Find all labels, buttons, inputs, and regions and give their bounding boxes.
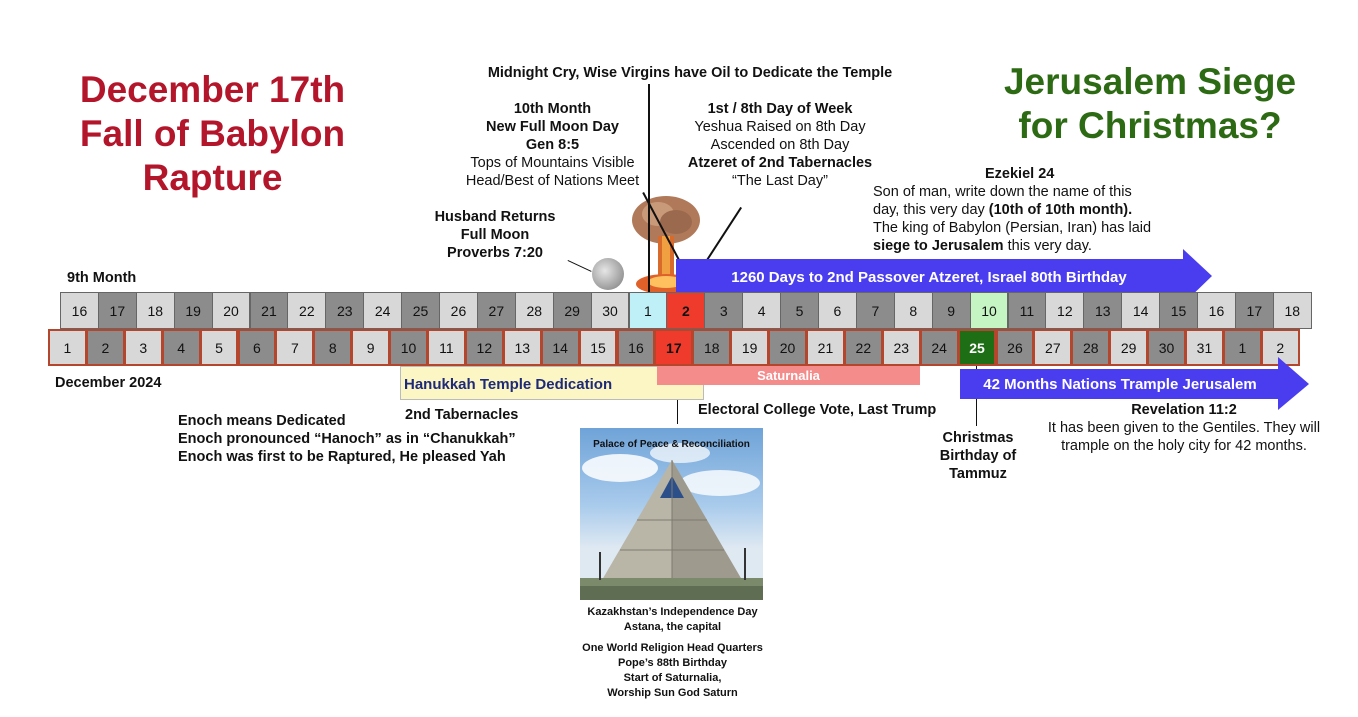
ezekiel-line-2 [873, 201, 1193, 219]
ezekiel-line-3: The king of Babylon (Persian, Iran) has laid [873, 220, 1152, 236]
right-title-line-1: Jerusalem Siege [1003, 61, 1297, 102]
december-day-cell: 27 [1033, 329, 1072, 366]
palace-photo [580, 428, 763, 600]
hebrew-day-cell: 13 [1083, 292, 1122, 329]
tenth-month-line-2: New Full Moon Day [486, 119, 619, 135]
christmas-note [928, 429, 1028, 483]
hebrew-day-cell: 18 [1273, 292, 1312, 329]
hebrew-day-cell: 3 [704, 292, 743, 329]
hanukkah-label: Hanukkah Temple Dedication [404, 376, 613, 393]
right-title-line-2: for Christmas? [1018, 105, 1282, 146]
hebrew-day-cell: 11 [1008, 292, 1047, 329]
december-day-cell: 22 [844, 329, 883, 366]
palace-caption-line-1: Kazakhstan’s Independence Day [587, 606, 758, 618]
hebrew-day-cell: 18 [136, 292, 175, 329]
revelation-line-1: It has been given to the Gentiles. They will [1047, 420, 1321, 436]
tenth-month-line-1: 10th Month [513, 101, 592, 117]
hebrew-day-cell: 15 [1159, 292, 1198, 329]
enoch-line-3: Enoch was first to be Raptured, He pleased Yah [178, 449, 506, 465]
december-day-cell: 3 [124, 329, 163, 366]
enoch-line-2: Enoch pronounced “Hanoch” as in “Chanukkah” [178, 431, 516, 447]
right-title [960, 60, 1340, 148]
tenth-month-line-5: Head/Best of Nations Meet [465, 173, 640, 189]
december-day-cell: 20 [768, 329, 807, 366]
husband-line-2: Full Moon [460, 227, 530, 243]
december-day-cell: 25 [958, 329, 997, 366]
hebrew-day-cell: 10 [970, 292, 1009, 329]
ezekiel-line-4b: this very day. [1003, 238, 1092, 254]
eighth-day-line-3: Ascended on 8th Day [710, 137, 850, 153]
hebrew-day-cell: 5 [780, 292, 819, 329]
ezekiel-line-1: Son of man, write down the name of this [873, 184, 1132, 200]
hebrew-day-cell: 28 [515, 292, 554, 329]
hebrew-day-cell: 14 [1121, 292, 1160, 329]
ezekiel-note [873, 165, 1193, 255]
december-day-cell: 2 [1261, 329, 1300, 366]
december-day-cell: 12 [465, 329, 504, 366]
husband-line-3: Proverbs 7:20 [447, 245, 543, 261]
hebrew-day-cell: 23 [325, 292, 364, 329]
december-day-cell: 1 [48, 329, 87, 366]
december-day-cell: 29 [1109, 329, 1148, 366]
december-day-cell: 5 [200, 329, 239, 366]
december-day-cell: 11 [427, 329, 466, 366]
days-1260-label: 1260 Days to 2nd Passover Atzeret, Israel 80th Birthday [731, 269, 1127, 286]
ezekiel-line-2a: day, this very day [873, 202, 989, 218]
december-day-cell: 17 [654, 329, 693, 366]
hebrew-day-cell: 17 [1235, 292, 1274, 329]
eighth-day-note [665, 100, 895, 190]
midnight-cry-note: Midnight Cry, Wise Virgins have Oil to Dedicate the Temple [487, 65, 893, 81]
eighth-day-line-2: Yeshua Raised on 8th Day [694, 119, 866, 135]
hebrew-day-cell: 8 [894, 292, 933, 329]
saturnalia-label: Saturnalia [757, 368, 820, 383]
eighth-day-line-5: “The Last Day” [732, 173, 828, 189]
palace-caption-line-4: Pope’s 88th Birthday [617, 657, 727, 669]
hebrew-day-cell: 25 [401, 292, 440, 329]
december-day-cell: 4 [162, 329, 201, 366]
december-day-cell: 26 [996, 329, 1035, 366]
enoch-line-1: Enoch means Dedicated [178, 413, 346, 429]
palace-caption-line-3: One World Religion Head Quarters [582, 642, 763, 654]
husband-line-1: Husband Returns [434, 209, 556, 225]
december-day-cell: 24 [920, 329, 959, 366]
hebrew-day-cell: 17 [98, 292, 137, 329]
tenth-month-note [440, 100, 665, 190]
revelation-title: Revelation 11:2 [1131, 402, 1237, 418]
hebrew-day-cell: 16 [1197, 292, 1236, 329]
hebrew-day-cell: 20 [212, 292, 251, 329]
left-title-line-3: Rapture [142, 157, 283, 198]
left-title-line-2: Fall of Babylon [79, 113, 346, 154]
december-day-cell: 19 [730, 329, 769, 366]
december-day-cell: 1 [1223, 329, 1262, 366]
hebrew-day-cell: 4 [742, 292, 781, 329]
hebrew-day-cell: 12 [1045, 292, 1084, 329]
electoral-college-note: Electoral College Vote, Last Trump [698, 402, 937, 418]
husband-returns-note [410, 208, 580, 262]
hebrew-day-cell: 22 [287, 292, 326, 329]
december-day-cell: 8 [313, 329, 352, 366]
hebrew-day-cell: 7 [856, 292, 895, 329]
hebrew-day-cell: 2 [666, 292, 705, 329]
hebrew-day-cell: 9 [932, 292, 971, 329]
hebrew-day-cell: 30 [591, 292, 630, 329]
tenth-month-line-4: Tops of Mountains Visible [470, 155, 635, 171]
december-day-cell: 10 [389, 329, 428, 366]
december-day-cell: 15 [579, 329, 618, 366]
hebrew-day-cell: 16 [60, 292, 99, 329]
december-day-cell: 2 [86, 329, 125, 366]
december-day-cell: 28 [1071, 329, 1110, 366]
december-day-cell: 31 [1185, 329, 1224, 366]
christmas-line-1: Christmas [942, 430, 1014, 446]
ninth-month-label: 9th Month [67, 270, 137, 286]
december-day-cell: 21 [806, 329, 845, 366]
palace-caption-line-5: Start of Saturnalia, [623, 672, 722, 684]
tenth-month-line-3: Gen 8:5 [525, 137, 580, 153]
revelation-note [1024, 401, 1344, 455]
palace-caption-line-6: Worship Sun God Saturn [607, 687, 738, 699]
pyramid-icon [580, 428, 763, 600]
hebrew-day-cell: 1 [629, 292, 668, 329]
eighth-day-line-1: 1st / 8th Day of Week [707, 101, 853, 117]
hebrew-day-cell: 19 [174, 292, 213, 329]
december-day-cell: 6 [238, 329, 277, 366]
christmas-line-3: Tammuz [949, 466, 1007, 482]
hebrew-day-cell: 21 [250, 292, 289, 329]
hebrew-day-cell: 29 [553, 292, 592, 329]
palace-caption-top: Palace of Peace & Reconciliation [593, 439, 750, 450]
december-day-cell: 30 [1147, 329, 1186, 366]
palace-caption [550, 605, 795, 701]
revelation-line-2: trample on the holy city for 42 months. [1061, 438, 1307, 454]
christmas-line-2: Birthday of [939, 448, 1017, 464]
months-42-label: 42 Months Nations Trample Jerusalem [983, 376, 1257, 393]
december-label: December 2024 [55, 375, 162, 391]
ezekiel-title: Ezekiel 24 [985, 166, 1055, 182]
hebrew-day-cell: 26 [439, 292, 478, 329]
december-day-cell: 14 [541, 329, 580, 366]
full-moon-icon [592, 258, 624, 290]
left-title [40, 68, 385, 200]
december-day-cell: 9 [351, 329, 390, 366]
eighth-day-line-4: Atzeret of 2nd Tabernacles [687, 155, 873, 171]
december-day-cell: 7 [275, 329, 314, 366]
hebrew-day-cell: 24 [363, 292, 402, 329]
left-title-line-1: December 17th [79, 69, 346, 110]
december-day-cell: 16 [617, 329, 656, 366]
december-day-cell: 23 [882, 329, 921, 366]
hebrew-day-cell: 27 [477, 292, 516, 329]
ezekiel-line-4a: siege to Jerusalem [873, 238, 1004, 254]
ezekiel-line-2b: (10th of 10th month). [988, 202, 1133, 218]
december-day-cell: 13 [503, 329, 542, 366]
second-tabernacles-label: 2nd Tabernacles [405, 407, 519, 423]
hebrew-day-cell: 6 [818, 292, 857, 329]
december-day-cell: 18 [692, 329, 731, 366]
palace-caption-line-2: Astana, the capital [623, 621, 722, 633]
